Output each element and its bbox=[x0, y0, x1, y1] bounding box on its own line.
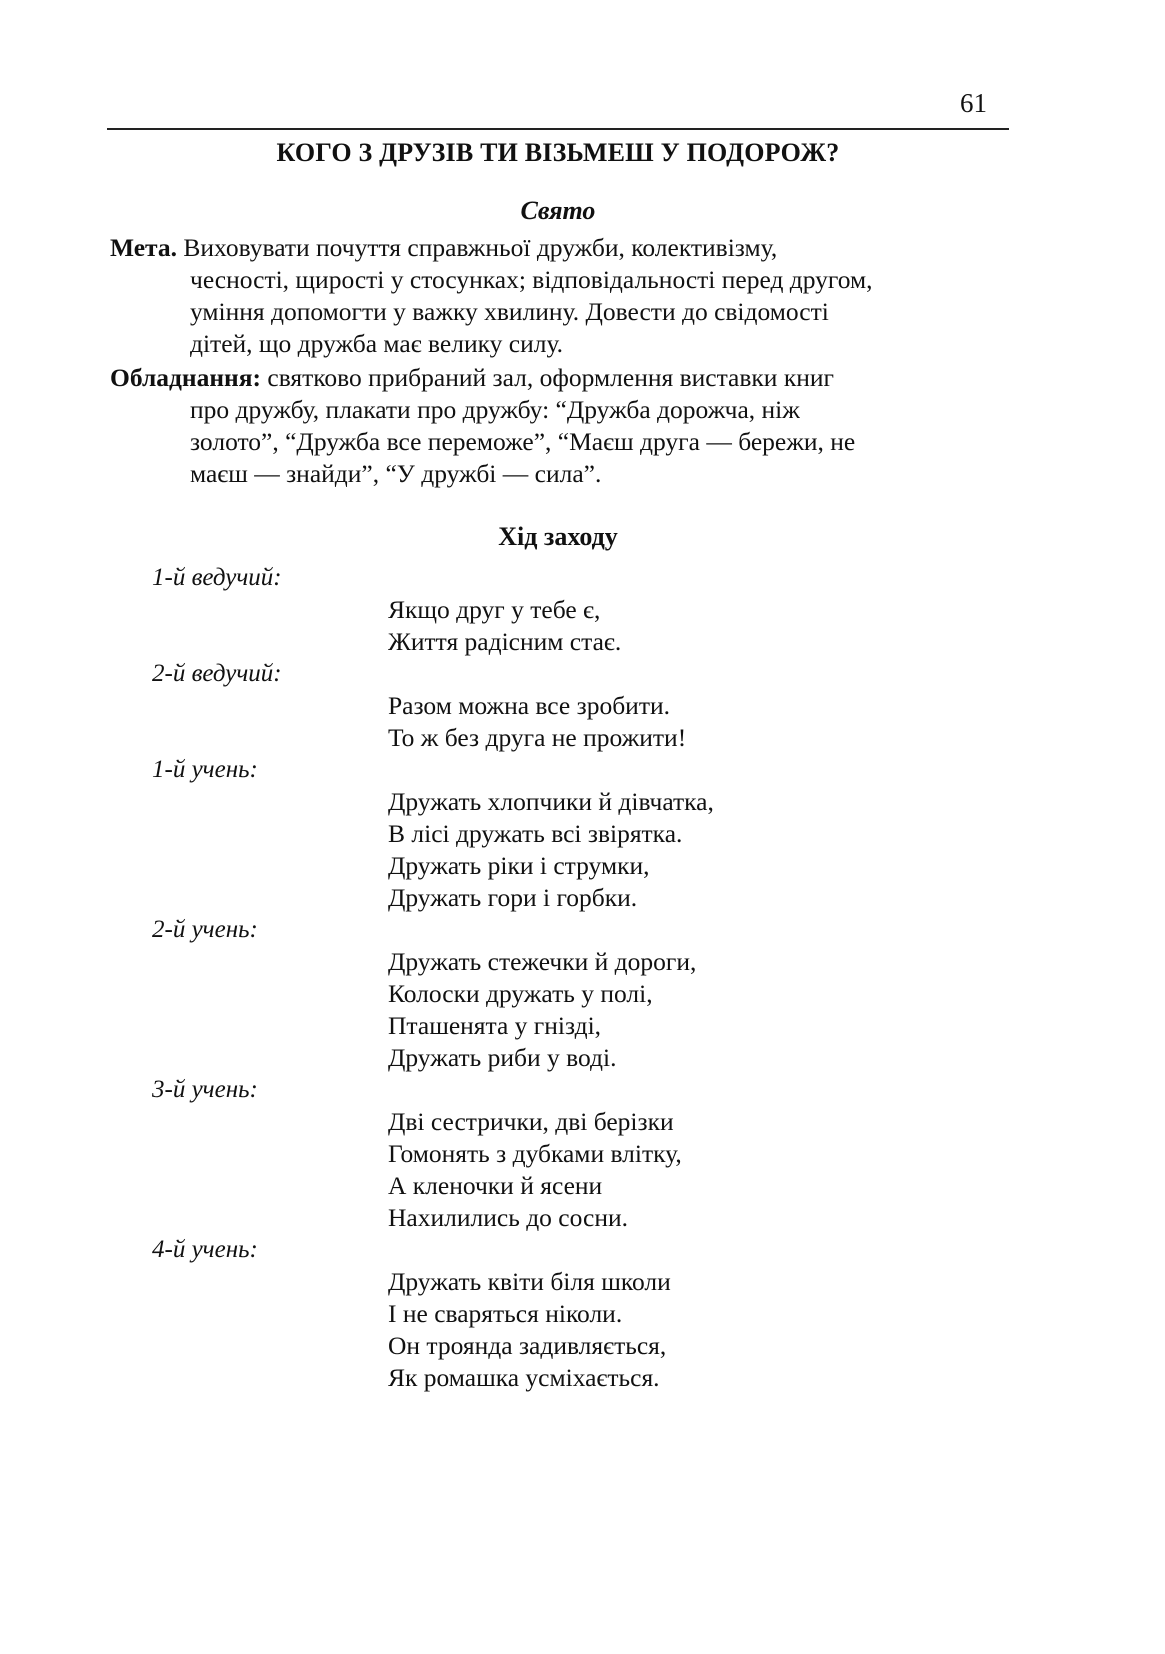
verse-line: Дружать гори і горбки. bbox=[388, 883, 638, 912]
equipment-line: маєш — знайди”, “У дружбі — сила”. bbox=[190, 459, 602, 488]
verse-line: Дружать хлопчики й дівчатка, bbox=[388, 787, 714, 816]
speaker-label: 3-й учень: bbox=[152, 1076, 258, 1103]
script-body bbox=[0, 562, 1165, 1394]
verse-line: Дружать риби у воді. bbox=[388, 1043, 617, 1072]
verse-line: А кленочки й ясени bbox=[388, 1171, 603, 1200]
verse-line: Гомонять з дубками влітку, bbox=[388, 1139, 682, 1168]
verse-line: То ж без друга не прожити! bbox=[388, 723, 687, 752]
goal-label: Мета. bbox=[110, 233, 178, 262]
verse-line: Нахилились до сосни. bbox=[388, 1203, 628, 1232]
equipment-line: золото”, “Дружба все переможе”, “Маєш друга — бережи, не bbox=[190, 427, 856, 456]
goal-line: чесності, щирості у стосунках; відповідальності перед другом, bbox=[190, 265, 873, 294]
verse-line: Життя радісним стає. bbox=[388, 627, 622, 656]
equipment-line: про дружбу, плакати про дружбу: “Дружба дорожча, ніж bbox=[190, 395, 800, 424]
verse-line: Колоски дружать у полі, bbox=[388, 979, 653, 1008]
page-number: 61 bbox=[960, 88, 987, 118]
verse-line: І не сваряться ніколи. bbox=[388, 1299, 623, 1328]
goal-paragraph bbox=[110, 232, 1010, 360]
goal-line: Мета. Виховувати почуття справжньої дружби, колективізму, bbox=[110, 233, 778, 262]
equipment-line: Обладнання: святково прибраний зал, оформлення виставки книг bbox=[110, 363, 834, 392]
speaker-label: 4-й учень: bbox=[152, 1236, 258, 1263]
verse-line: Он троянда задивляється, bbox=[388, 1331, 667, 1360]
verse-line: Пташенята у гнізді, bbox=[388, 1011, 602, 1040]
verse-line: Дві сестрички, дві берізки bbox=[388, 1107, 674, 1136]
page-title: КОГО З ДРУЗІВ ТИ ВІЗЬМЕШ У ПОДОРОЖ? bbox=[276, 138, 840, 167]
verse-line: Якщо друг у тебе є, bbox=[388, 595, 601, 624]
speaker-label: 2-й учень: bbox=[152, 916, 258, 943]
section-heading: Хід заходу bbox=[498, 522, 618, 551]
speaker-label: 1-й ведучий: bbox=[152, 564, 282, 591]
verse-line: Разом можна все зробити. bbox=[388, 691, 670, 720]
page-subtitle: Свято bbox=[520, 196, 596, 225]
verse-line: Дружать квіти біля школи bbox=[388, 1267, 671, 1296]
verse-line: В лісі дружать всі звірятка. bbox=[388, 819, 683, 848]
verse-line: Дружать ріки і струмки, bbox=[388, 851, 650, 880]
equipment-label: Обладнання: bbox=[110, 363, 262, 392]
goal-line: уміння допомогти у важку хвилину. Довести до свідомості bbox=[190, 297, 829, 326]
equipment-paragraph bbox=[110, 362, 1010, 490]
speaker-label: 2-й ведучий: bbox=[152, 660, 282, 687]
header-rule bbox=[107, 128, 1009, 130]
speaker-label: 1-й учень: bbox=[152, 756, 258, 783]
verse-line: Дружать стежечки й дороги, bbox=[388, 947, 697, 976]
verse-line: Як ромашка усміхається. bbox=[388, 1363, 660, 1392]
goal-line: дітей, що дружба має велику силу. bbox=[190, 329, 564, 358]
